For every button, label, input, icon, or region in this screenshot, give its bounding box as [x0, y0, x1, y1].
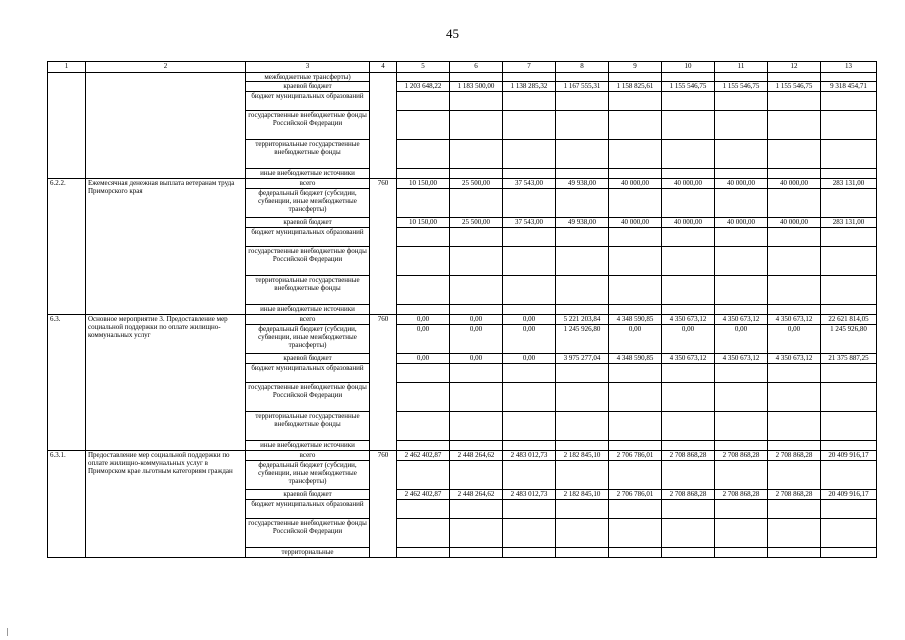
header-cell-10: 10	[662, 62, 715, 73]
amount-cell	[503, 189, 556, 218]
amount-cell	[609, 228, 662, 247]
amount-cell	[662, 169, 715, 179]
amount-cell	[821, 461, 877, 490]
amount-cell: 283 131,00	[821, 179, 877, 189]
amount-cell: 0,00	[397, 354, 450, 364]
amount-cell	[821, 169, 877, 179]
amount-cell	[768, 189, 821, 218]
amount-cell	[450, 228, 503, 247]
amount-cell	[397, 140, 450, 169]
amount-cell: 0,00	[397, 325, 450, 354]
amount-cell	[662, 247, 715, 276]
funding-source: государственные внебюджетные фонды Российской Федерации	[246, 111, 370, 140]
amount-cell	[821, 500, 877, 519]
amount-cell: 40 000,00	[768, 179, 821, 189]
amount-cell: 1 203 648,22	[397, 82, 450, 92]
funding-source: территориальные государственные внебюджетные фонды	[246, 412, 370, 441]
amount-cell	[450, 383, 503, 412]
amount-cell: 4 350 673,12	[715, 315, 768, 325]
amount-cell	[450, 140, 503, 169]
amount-cell	[715, 383, 768, 412]
amount-cell	[768, 247, 821, 276]
amount-cell: 40 000,00	[609, 179, 662, 189]
amount-cell	[397, 412, 450, 441]
amount-cell	[503, 247, 556, 276]
amount-cell	[768, 383, 821, 412]
amount-cell: 0,00	[397, 315, 450, 325]
amount-cell	[556, 305, 609, 315]
amount-cell	[450, 111, 503, 140]
amount-cell	[609, 189, 662, 218]
item-name: Предоставление мер социальной поддержки по оплате жилищно-коммунальных услуг в Приморском крае льготным категориям граждан	[86, 451, 246, 558]
amount-cell: 10 150,00	[397, 179, 450, 189]
funding-source: иные внебюджетные источники	[246, 305, 370, 315]
amount-cell	[450, 548, 503, 558]
funding-source: всего	[246, 451, 370, 461]
amount-cell	[397, 228, 450, 247]
funding-source: государственные внебюджетные фонды Российской Федерации	[246, 383, 370, 412]
amount-cell	[397, 189, 450, 218]
amount-cell	[450, 276, 503, 305]
amount-cell: 9 318 454,71	[821, 82, 877, 92]
amount-cell: 2 708 868,28	[662, 490, 715, 500]
amount-cell	[821, 441, 877, 451]
amount-cell	[715, 305, 768, 315]
amount-cell: 2 708 868,28	[768, 490, 821, 500]
amount-cell	[662, 461, 715, 490]
amount-cell: 40 000,00	[715, 179, 768, 189]
amount-cell	[821, 92, 877, 111]
amount-cell	[715, 461, 768, 490]
amount-cell	[556, 441, 609, 451]
amount-cell	[556, 111, 609, 140]
amount-cell	[450, 441, 503, 451]
amount-cell	[768, 73, 821, 82]
amount-cell: 0,00	[503, 315, 556, 325]
amount-cell	[397, 92, 450, 111]
table-row	[48, 451, 877, 461]
amount-cell: 2 706 786,01	[609, 451, 662, 461]
amount-cell	[450, 247, 503, 276]
amount-cell	[556, 169, 609, 179]
amount-cell: 4 350 673,12	[662, 315, 715, 325]
amount-cell	[450, 519, 503, 548]
amount-cell: 0,00	[768, 325, 821, 354]
amount-cell: 2 708 868,28	[715, 490, 768, 500]
amount-cell: 49 938,00	[556, 179, 609, 189]
amount-cell	[768, 500, 821, 519]
amount-cell	[556, 412, 609, 441]
amount-cell: 10 150,00	[397, 218, 450, 228]
amount-cell	[450, 500, 503, 519]
amount-cell	[715, 441, 768, 451]
amount-cell	[821, 111, 877, 140]
funding-source: государственные внебюджетные фонды Российской Федерации	[246, 247, 370, 276]
funding-source: всего	[246, 179, 370, 189]
amount-cell	[503, 548, 556, 558]
amount-cell: 2 483 012,73	[503, 451, 556, 461]
funding-source: государственные внебюджетные фонды Российской Федерации	[246, 519, 370, 548]
header-cell-5: 5	[397, 62, 450, 73]
amount-cell	[450, 169, 503, 179]
funding-source: федеральный бюджет (субсидии, субвенции, иные межбюджетные трансферты)	[246, 325, 370, 354]
amount-cell: 1 155 546,75	[662, 82, 715, 92]
amount-cell: 1 245 926,80	[556, 325, 609, 354]
amount-cell	[609, 383, 662, 412]
amount-cell	[556, 228, 609, 247]
amount-cell: 0,00	[503, 354, 556, 364]
amount-cell	[397, 73, 450, 82]
amount-cell	[450, 412, 503, 441]
amount-cell	[768, 441, 821, 451]
amount-cell: 21 375 887,25	[821, 354, 877, 364]
amount-cell	[556, 73, 609, 82]
amount-cell	[662, 383, 715, 412]
amount-cell	[397, 548, 450, 558]
amount-cell	[715, 92, 768, 111]
amount-cell	[556, 189, 609, 218]
amount-cell: 37 543,00	[503, 218, 556, 228]
amount-cell: 40 000,00	[609, 218, 662, 228]
amount-cell: 22 621 814,05	[821, 315, 877, 325]
amount-cell: 2 708 868,28	[662, 451, 715, 461]
amount-cell: 0,00	[503, 325, 556, 354]
amount-cell	[768, 111, 821, 140]
amount-cell	[503, 364, 556, 383]
amount-cell	[609, 92, 662, 111]
amount-cell	[662, 364, 715, 383]
amount-cell	[397, 500, 450, 519]
amount-cell	[397, 461, 450, 490]
amount-cell: 0,00	[450, 354, 503, 364]
amount-cell	[821, 383, 877, 412]
responsible-code: 760	[370, 179, 397, 315]
amount-cell	[556, 519, 609, 548]
amount-cell	[556, 364, 609, 383]
amount-cell	[715, 169, 768, 179]
header-cell-1: 1	[48, 62, 86, 73]
amount-cell: 20 409 916,17	[821, 490, 877, 500]
amount-cell	[715, 364, 768, 383]
amount-cell	[397, 519, 450, 548]
amount-cell: 1 155 546,75	[715, 82, 768, 92]
amount-cell	[768, 519, 821, 548]
amount-cell: 4 350 673,12	[662, 354, 715, 364]
amount-cell: 2 462 402,87	[397, 451, 450, 461]
amount-cell	[821, 140, 877, 169]
header-cell-6: 6	[450, 62, 503, 73]
amount-cell: 1 158 825,61	[609, 82, 662, 92]
item-code: 6.3.	[48, 315, 86, 451]
amount-cell	[609, 364, 662, 383]
amount-cell	[715, 140, 768, 169]
amount-cell	[503, 140, 556, 169]
amount-cell	[556, 247, 609, 276]
amount-cell	[609, 73, 662, 82]
amount-cell	[609, 441, 662, 451]
margin-mark	[7, 628, 8, 636]
amount-cell	[503, 169, 556, 179]
amount-cell	[503, 305, 556, 315]
header-cell-3: 3	[246, 62, 370, 73]
header-cell-2: 2	[86, 62, 246, 73]
funding-source: краевой бюджет	[246, 218, 370, 228]
amount-cell	[397, 364, 450, 383]
amount-cell	[503, 228, 556, 247]
amount-cell	[556, 140, 609, 169]
amount-cell	[768, 276, 821, 305]
funding-source: бюджет муниципальных образований	[246, 364, 370, 383]
amount-cell	[556, 461, 609, 490]
funding-source: федеральный бюджет (субсидии, субвенции, иные межбюджетные трансферты)	[246, 461, 370, 490]
amount-cell	[715, 228, 768, 247]
funding-source: иные внебюджетные источники	[246, 169, 370, 179]
amount-cell	[768, 140, 821, 169]
amount-cell	[450, 73, 503, 82]
amount-cell	[609, 519, 662, 548]
amount-cell: 49 938,00	[556, 218, 609, 228]
amount-cell	[397, 276, 450, 305]
amount-cell	[556, 92, 609, 111]
amount-cell	[609, 111, 662, 140]
amount-cell	[821, 364, 877, 383]
amount-cell	[715, 500, 768, 519]
amount-cell	[821, 412, 877, 441]
amount-cell	[821, 548, 877, 558]
funding-source: межбюджетные трансферты)	[246, 73, 370, 82]
funding-source: бюджет муниципальных образований	[246, 228, 370, 247]
amount-cell	[662, 111, 715, 140]
amount-cell: 40 000,00	[715, 218, 768, 228]
amount-cell: 2 708 868,28	[768, 451, 821, 461]
table-row	[48, 73, 877, 82]
amount-cell	[715, 247, 768, 276]
amount-cell: 4 350 673,12	[768, 315, 821, 325]
amount-cell: 3 975 277,04	[556, 354, 609, 364]
amount-cell	[397, 441, 450, 451]
amount-cell: 283 131,00	[821, 218, 877, 228]
amount-cell	[503, 519, 556, 548]
amount-cell: 4 348 590,85	[609, 315, 662, 325]
amount-cell	[821, 228, 877, 247]
item-code	[48, 73, 86, 179]
amount-cell	[609, 276, 662, 305]
amount-cell	[768, 305, 821, 315]
amount-cell	[397, 111, 450, 140]
item-name: Ежемесячная денежная выплата ветеранам труда Приморского края	[86, 179, 246, 315]
amount-cell: 40 000,00	[768, 218, 821, 228]
amount-cell: 40 000,00	[662, 179, 715, 189]
header-cell-9: 9	[609, 62, 662, 73]
amount-cell	[397, 383, 450, 412]
amount-cell	[715, 276, 768, 305]
amount-cell	[450, 461, 503, 490]
amount-cell: 25 500,00	[450, 179, 503, 189]
amount-cell	[609, 305, 662, 315]
table-header	[48, 62, 877, 73]
amount-cell: 1 138 285,32	[503, 82, 556, 92]
amount-cell: 2 483 012,73	[503, 490, 556, 500]
amount-cell: 2 448 264,62	[450, 451, 503, 461]
amount-cell	[662, 305, 715, 315]
amount-cell	[768, 228, 821, 247]
table-body	[48, 73, 877, 558]
funding-source: краевой бюджет	[246, 490, 370, 500]
amount-cell	[609, 169, 662, 179]
amount-cell	[662, 412, 715, 441]
amount-cell: 0,00	[662, 325, 715, 354]
amount-cell: 37 543,00	[503, 179, 556, 189]
amount-cell	[821, 247, 877, 276]
amount-cell	[609, 548, 662, 558]
funding-source: всего	[246, 315, 370, 325]
amount-cell	[609, 412, 662, 441]
amount-cell	[662, 92, 715, 111]
amount-cell	[768, 169, 821, 179]
amount-cell	[768, 461, 821, 490]
amount-cell	[821, 189, 877, 218]
amount-cell	[503, 412, 556, 441]
amount-cell	[450, 92, 503, 111]
amount-cell	[556, 548, 609, 558]
amount-cell	[397, 247, 450, 276]
amount-cell	[503, 111, 556, 140]
amount-cell	[556, 383, 609, 412]
amount-cell	[397, 305, 450, 315]
amount-cell	[503, 500, 556, 519]
amount-cell	[715, 73, 768, 82]
amount-cell	[821, 305, 877, 315]
amount-cell	[715, 189, 768, 218]
amount-cell	[450, 189, 503, 218]
amount-cell	[768, 412, 821, 441]
amount-cell: 2 182 845,10	[556, 451, 609, 461]
amount-cell: 0,00	[609, 325, 662, 354]
amount-cell	[503, 276, 556, 305]
amount-cell	[715, 111, 768, 140]
amount-cell: 4 350 673,12	[715, 354, 768, 364]
header-cell-8: 8	[556, 62, 609, 73]
amount-cell	[450, 305, 503, 315]
item-name	[86, 73, 246, 179]
header-cell-13: 13	[821, 62, 877, 73]
amount-cell	[662, 276, 715, 305]
amount-cell: 2 182 845,10	[556, 490, 609, 500]
funding-source: краевой бюджет	[246, 354, 370, 364]
amount-cell	[609, 140, 662, 169]
amount-cell: 1 183 500,00	[450, 82, 503, 92]
amount-cell: 4 348 590,85	[609, 354, 662, 364]
amount-cell	[609, 461, 662, 490]
amount-cell	[503, 383, 556, 412]
amount-cell: 2 706 786,01	[609, 490, 662, 500]
amount-cell	[662, 441, 715, 451]
amount-cell	[662, 228, 715, 247]
amount-cell: 1 245 926,80	[821, 325, 877, 354]
funding-source: бюджет муниципальных образований	[246, 500, 370, 519]
page-number: 45	[446, 26, 459, 41]
responsible-code: 760	[370, 315, 397, 451]
header-cell-4: 4	[370, 62, 397, 73]
header-cell-12: 12	[768, 62, 821, 73]
amount-cell	[768, 548, 821, 558]
item-code: 6.2.2.	[48, 179, 86, 315]
amount-cell: 2 448 264,62	[450, 490, 503, 500]
amount-cell	[450, 364, 503, 383]
header-cell-11: 11	[715, 62, 768, 73]
amount-cell: 2 462 402,87	[397, 490, 450, 500]
funding-source: территориальные государственные внебюджетные фонды	[246, 140, 370, 169]
responsible-code: 760	[370, 451, 397, 558]
item-code: 6.3.1.	[48, 451, 86, 558]
amount-cell: 0,00	[715, 325, 768, 354]
amount-cell	[715, 548, 768, 558]
amount-cell	[503, 92, 556, 111]
amount-cell	[609, 247, 662, 276]
amount-cell: 1 155 546,75	[768, 82, 821, 92]
amount-cell	[662, 519, 715, 548]
amount-cell	[556, 500, 609, 519]
amount-cell	[715, 519, 768, 548]
amount-cell	[397, 169, 450, 179]
amount-cell	[768, 92, 821, 111]
amount-cell	[715, 412, 768, 441]
amount-cell	[768, 364, 821, 383]
funding-source: территориальные	[246, 548, 370, 558]
amount-cell	[821, 73, 877, 82]
amount-cell: 40 000,00	[662, 218, 715, 228]
amount-cell	[662, 548, 715, 558]
responsible-code	[370, 73, 397, 179]
funding-source: краевой бюджет	[246, 82, 370, 92]
amount-cell: 25 500,00	[450, 218, 503, 228]
amount-cell: 20 409 916,17	[821, 451, 877, 461]
amount-cell	[503, 441, 556, 451]
amount-cell	[662, 189, 715, 218]
amount-cell	[503, 73, 556, 82]
table-row	[48, 315, 877, 325]
amount-cell	[821, 519, 877, 548]
amount-cell	[556, 276, 609, 305]
amount-cell	[662, 73, 715, 82]
amount-cell: 0,00	[450, 315, 503, 325]
amount-cell: 2 708 868,28	[715, 451, 768, 461]
amount-cell	[609, 500, 662, 519]
amount-cell	[821, 276, 877, 305]
funding-source: федеральный бюджет (субсидии, субвенции, иные межбюджетные трансферты)	[246, 189, 370, 218]
amount-cell	[662, 140, 715, 169]
amount-cell	[662, 500, 715, 519]
table-row	[48, 179, 877, 189]
amount-cell: 1 167 555,31	[556, 82, 609, 92]
amount-cell: 0,00	[450, 325, 503, 354]
funding-source: иные внебюджетные источники	[246, 441, 370, 451]
amount-cell	[503, 461, 556, 490]
amount-cell: 4 350 673,12	[768, 354, 821, 364]
header-cell-7: 7	[503, 62, 556, 73]
amount-cell: 5 221 203,84	[556, 315, 609, 325]
funding-source: бюджет муниципальных образований	[246, 92, 370, 111]
budget-table	[47, 61, 877, 558]
item-name: Основное мероприятие 3. Предоставление мер социальной поддержки по оплате жилищно-коммунальных услуг	[86, 315, 246, 451]
funding-source: территориальные государственные внебюджетные фонды	[246, 276, 370, 305]
